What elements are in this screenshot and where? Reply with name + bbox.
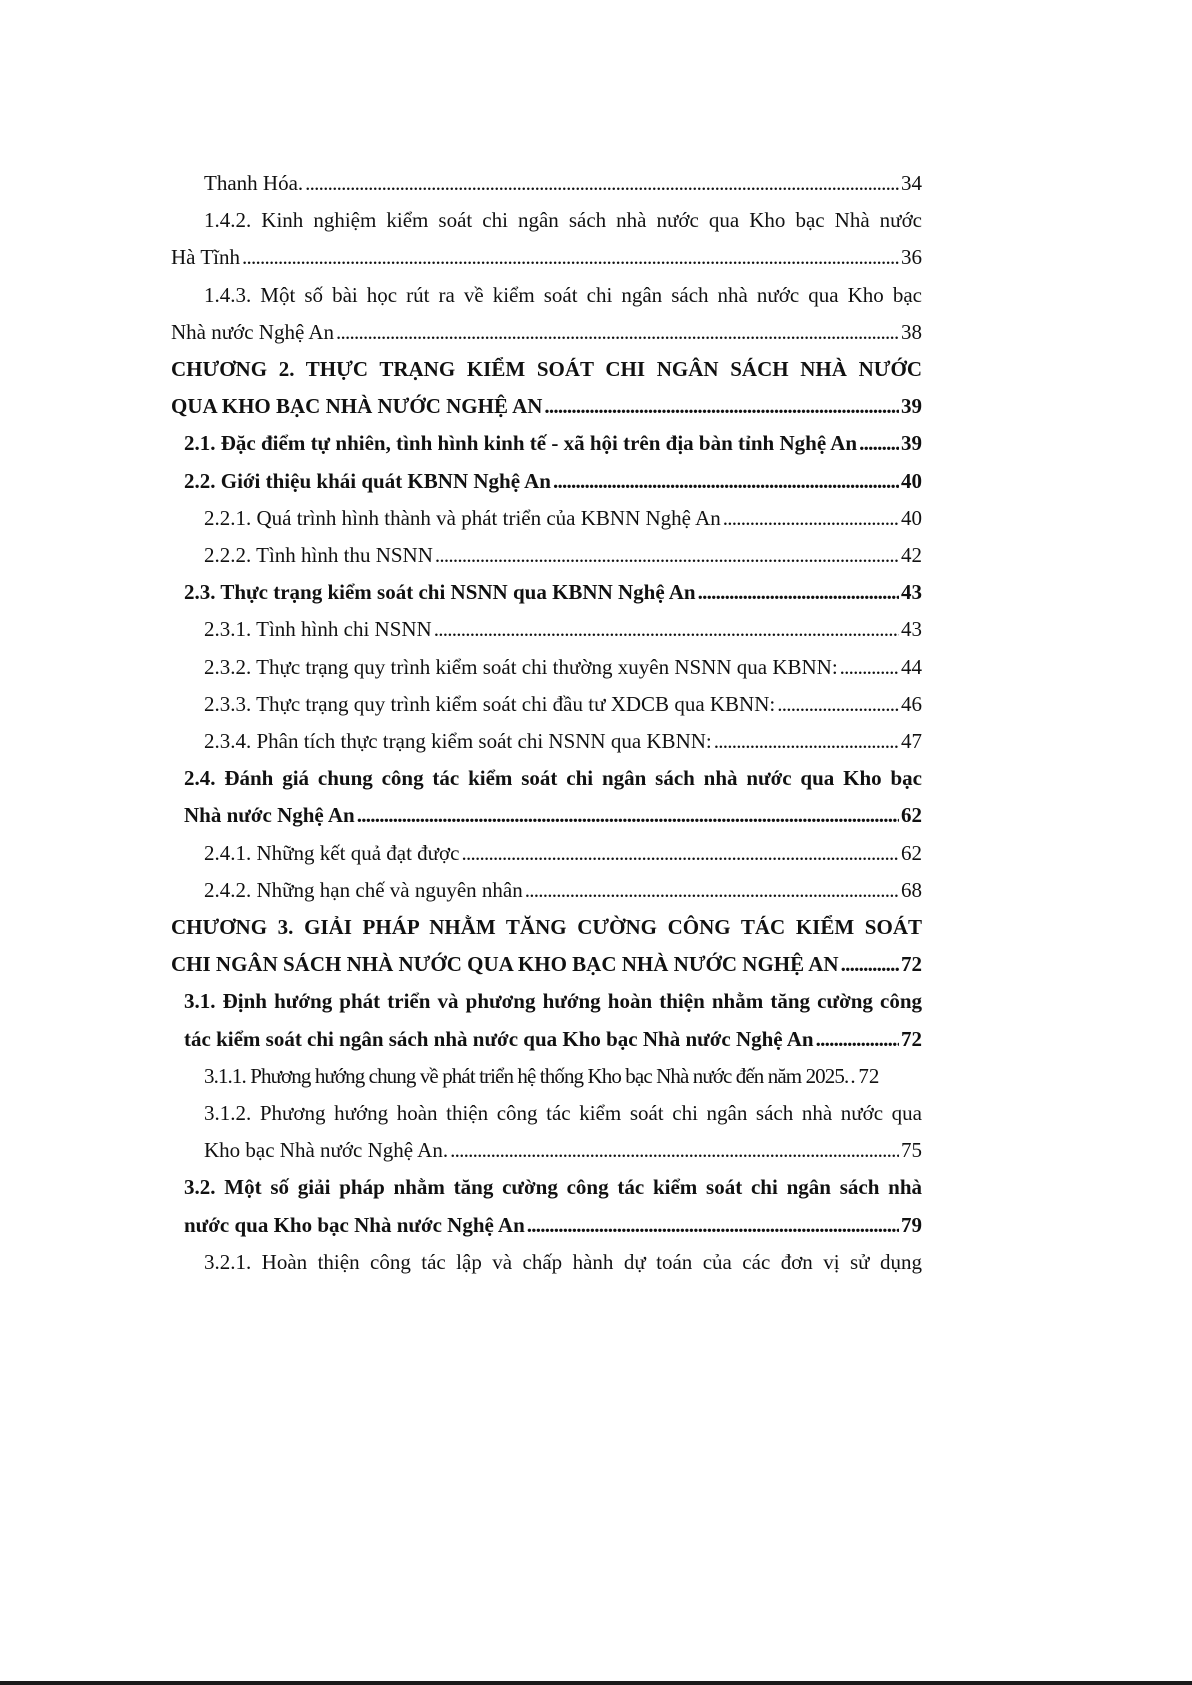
toc-entry-sub [171, 872, 922, 909]
toc-entry-title: 2.4.1. Những kết quả đạt được [204, 840, 460, 865]
toc-entry-sub [171, 1244, 922, 1281]
toc-entry-sub [171, 1058, 922, 1095]
toc-entry-last-line [204, 723, 922, 760]
toc-entry-title-line: 2.4. Đánh giá chung công tác kiểm soát chi ngân sách nhà nước qua Kho bạc [184, 766, 922, 791]
toc-entry-title: 2.3.2. Thực trạng quy trình kiểm soát chi thường xuyên NSNN qua KBNN: [204, 654, 838, 679]
toc-entry-last-line [184, 425, 922, 462]
page-number: 62 [901, 840, 922, 865]
toc-entry-title: 3.1.1. Phương hướng chung về phát triển hệ thống Kho bạc Nhà nước đến năm 2025. [204, 1063, 849, 1088]
toc-entry-sec [171, 1169, 922, 1243]
toc-entry-title: 2.3.4. Phân tích thực trạng kiểm soát chi NSNN qua KBNN: [204, 729, 712, 754]
toc-entry-title: 2.3.1. Tình hình chi NSNN [204, 617, 432, 642]
page-number: 46 [901, 691, 922, 716]
toc-entry-sec [171, 425, 922, 462]
dot-leader [777, 686, 899, 723]
toc-entry-title: tác kiểm soát chi ngân sách nhà nước qua Kho bạc Nhà nước Nghệ An [184, 1026, 814, 1051]
toc-entry-last-line [184, 463, 922, 500]
bottom-edge-rule [0, 1681, 1192, 1685]
dot-leader [336, 314, 899, 351]
toc-entry-last-line [171, 388, 922, 425]
dot-leader [462, 835, 900, 872]
toc-entry-last-line [204, 835, 922, 872]
toc-entry-title: 2.3. Thực trạng kiểm soát chi NSNN qua KBNN Nghệ An [184, 580, 696, 605]
dot-leader [553, 463, 899, 500]
toc-entry-sub [171, 202, 922, 276]
toc-entry-title: 2.4.2. Những hạn chế và nguyên nhân [204, 877, 523, 902]
page-number: 36 [901, 245, 922, 270]
dot-leader [714, 723, 899, 760]
dot-leader [816, 1021, 899, 1058]
page-number: 72 [858, 1063, 880, 1088]
dot-leader [544, 388, 899, 425]
dot-leader [450, 1132, 899, 1169]
page-number: 42 [901, 543, 922, 568]
toc-entry-title-line: CHƯƠNG 3. GIẢI PHÁP NHẰM TĂNG CƯỜNG CÔNG TÁC KIỂM SOÁT [171, 915, 922, 940]
toc-entry-sub [171, 686, 922, 723]
toc-entry-last-line [204, 649, 922, 686]
toc-entry-title: Thanh Hóa. [204, 171, 304, 195]
toc-entry-title-line: 3.1.2. Phương hướng hoàn thiện công tác kiểm soát chi ngân sách nhà nước qua [204, 1101, 922, 1126]
toc-entry-sub [171, 611, 922, 648]
dot-leader [850, 1058, 856, 1095]
toc-entry-sub [171, 723, 922, 760]
dot-leader [525, 872, 899, 909]
toc-entry-chap [171, 351, 922, 425]
page-number: 79 [901, 1212, 922, 1237]
toc-entry-last-line [204, 611, 922, 648]
toc-entry-last-line [204, 872, 922, 909]
toc-entry-sec [171, 760, 922, 834]
toc-entry-title: 2.2.1. Quá trình hình thành và phát triển của KBNN Nghệ An [204, 505, 721, 530]
toc-entry-last-line [184, 1021, 922, 1058]
table-of-contents [171, 165, 922, 1281]
page-number: 62 [901, 803, 922, 828]
toc-entry-chap [171, 909, 922, 983]
toc-entry-title: 2.2.2. Tình hình thu NSNN [204, 543, 433, 568]
toc-entry-title: Kho bạc Nhà nước Nghệ An. [204, 1138, 449, 1163]
toc-entry-title: 2.1. Đặc điểm tự nhiên, tình hình kinh tế - xã hội trên địa bàn tỉnh Nghệ An [184, 431, 858, 456]
toc-entry-sub [171, 500, 922, 537]
dot-leader [357, 797, 899, 834]
toc-entry-title-line: 3.1. Định hướng phát triển và phương hướng hoàn thiện nhằm tăng cường công [184, 989, 922, 1014]
dot-leader [435, 537, 899, 574]
dot-leader [723, 500, 899, 537]
page-number: 38 [901, 319, 922, 344]
page-number: 72 [901, 1026, 922, 1051]
dot-leader [434, 611, 899, 648]
toc-entry-sub [171, 537, 922, 574]
toc-entry-sec [171, 574, 922, 611]
toc-entry-sec [171, 463, 922, 500]
toc-entry-title-line: 3.2. Một số giải pháp nhằm tăng cường công tác kiểm soát chi ngân sách nhà [184, 1175, 922, 1200]
page-number: 39 [901, 394, 922, 419]
toc-entry-sub [171, 277, 922, 351]
page-number: 47 [901, 729, 922, 754]
dot-leader [840, 649, 899, 686]
toc-entry-title: CHI NGÂN SÁCH NHÀ NƯỚC QUA KHO BẠC NHÀ NƯỚC NGHỆ AN [171, 952, 839, 977]
toc-entry-last-line [204, 165, 922, 202]
toc-entry-title-line: 3.2.1. Hoàn thiện công tác lập và chấp hành dự toán của các đơn vị sử dụng [204, 1249, 922, 1274]
toc-entry-title: nước qua Kho bạc Nhà nước Nghệ An [184, 1212, 525, 1237]
toc-entry-last-line [171, 239, 922, 276]
toc-entry-sub [171, 165, 922, 202]
toc-entry-sec [171, 983, 922, 1057]
toc-entry-last-line [204, 1132, 922, 1169]
toc-entry-title: 2.2. Giới thiệu khái quát KBNN Nghệ An [184, 468, 551, 493]
dot-leader [242, 239, 899, 276]
page-number: 75 [901, 1138, 922, 1163]
page-number: 43 [901, 580, 922, 605]
toc-entry-last-line [184, 574, 922, 611]
toc-entry-title-line: 1.4.3. Một số bài học rút ra về kiểm soát chi ngân sách nhà nước qua Kho bạc [204, 282, 922, 307]
toc-entry-sub [171, 649, 922, 686]
toc-entry-title: 2.3.3. Thực trạng quy trình kiểm soát chi đầu tư XDCB qua KBNN: [204, 691, 776, 716]
toc-entry-title-line: 1.4.2. Kinh nghiệm kiểm soát chi ngân sách nhà nước qua Kho bạc Nhà nước [204, 208, 922, 233]
page-number: 44 [901, 654, 922, 679]
dot-leader [698, 574, 899, 611]
page-number: 68 [901, 877, 922, 902]
dot-leader [527, 1207, 899, 1244]
toc-entry-sub [171, 835, 922, 872]
toc-entry-last-line [171, 314, 922, 351]
toc-entry-title: Hà Tĩnh [171, 245, 241, 270]
toc-entry-last-line [204, 1058, 922, 1095]
dot-leader [859, 425, 899, 462]
toc-entry-last-line [204, 686, 922, 723]
toc-entry-title: QUA KHO BẠC NHÀ NƯỚC NGHỆ AN [171, 394, 543, 419]
dot-leader [305, 165, 899, 202]
toc-entry-last-line [204, 537, 922, 574]
toc-entry-title: Nhà nước Nghệ An [171, 319, 335, 344]
page-number: 40 [901, 505, 922, 530]
toc-entry-last-line [204, 500, 922, 537]
toc-entry-last-line [184, 797, 922, 834]
toc-entry-title-line: CHƯƠNG 2. THỰC TRẠNG KIỂM SOÁT CHI NGÂN SÁCH NHÀ NƯỚC [171, 357, 922, 382]
page-number: 39 [901, 431, 922, 456]
toc-entry-title: Nhà nước Nghệ An [184, 803, 355, 828]
toc-entry-last-line [171, 946, 922, 983]
toc-entry-sub [171, 1095, 922, 1169]
toc-entry-last-line [184, 1207, 922, 1244]
page-number: 72 [901, 952, 922, 977]
page-number: 40 [901, 468, 922, 493]
dot-leader [841, 946, 899, 983]
page-number: 43 [901, 617, 922, 642]
page-number: 34 [901, 171, 922, 195]
